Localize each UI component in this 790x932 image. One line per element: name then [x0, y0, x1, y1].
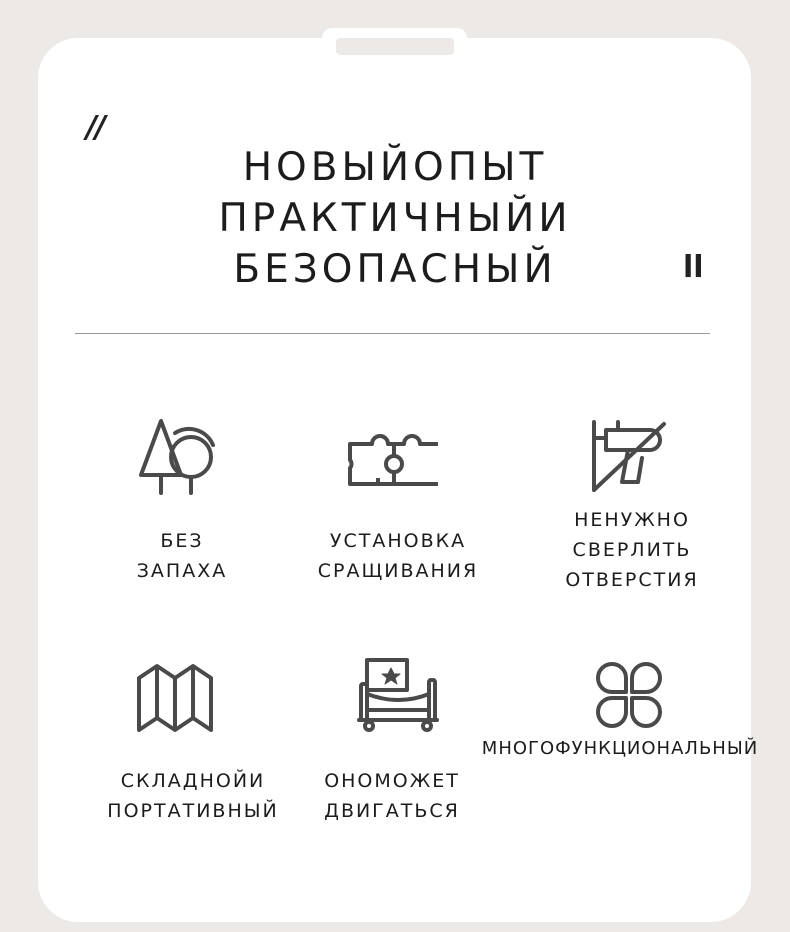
headline-line: ПРАКТИЧНЫЙИ	[218, 196, 572, 241]
tree-icon	[133, 415, 223, 505]
feature-label-multifunctional: МНОГОФУНКЦИОНАЛЬНЫЙ	[481, 738, 759, 759]
four-petal-icon	[588, 654, 678, 744]
quote-close-mark: ll	[683, 250, 704, 285]
headline-line: НОВЫЙОПЫТ	[242, 145, 548, 190]
quote-open-mark: //	[86, 110, 104, 145]
puzzle-icon	[348, 422, 438, 512]
divider	[75, 333, 710, 334]
headline	[80, 142, 710, 295]
feature-label-no-odor: БЕЗ ЗАПАХА	[136, 530, 228, 582]
no-drill-icon	[588, 418, 678, 508]
feature-label-splice-install: УСТАНОВКА СРАЩИВАНИЯ	[317, 530, 479, 582]
feature-label-can-move: ОНОМОЖЕТ ДВИГАТЬСЯ	[324, 770, 460, 822]
headline-line: БЕЗОПАСНЫЙ	[233, 247, 557, 292]
feature-label-foldable-portable: СКЛАДНОЙИ ПОРТАТИВНЫЙ	[107, 770, 279, 822]
folding-map-icon	[133, 660, 223, 750]
card-hanger-slot	[336, 38, 454, 55]
feature-label-no-drilling: НЕНУЖНО СВЕРЛИТЬ ОТВЕРСТИЯ	[565, 509, 699, 591]
crib-cart-icon	[355, 654, 445, 744]
